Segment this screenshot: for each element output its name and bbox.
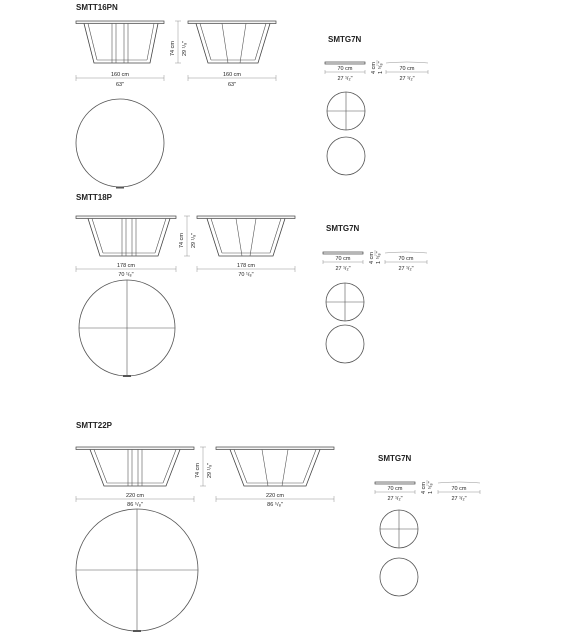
width-in: 86 ⁵/₈" xyxy=(127,502,143,508)
width-in: 63" xyxy=(115,82,125,88)
diameter-in: 27 ¹/₂" xyxy=(337,76,353,82)
height-cm: 74 cm xyxy=(195,463,201,478)
diameter-cm: 70 cm xyxy=(335,256,351,262)
diameter-in: 27 ¹/₂" xyxy=(387,496,403,502)
section-smtt22p xyxy=(76,421,480,632)
width-cm: 220 cm xyxy=(265,493,285,499)
width-dimension-front xyxy=(76,493,194,508)
width-in: 63" xyxy=(227,82,237,88)
height-dimension xyxy=(195,447,213,486)
width-cm: 178 cm xyxy=(116,263,136,269)
height-dimension xyxy=(170,21,188,63)
thickness-cm: 4 cm xyxy=(421,482,427,494)
diameter-cm: 70 cm xyxy=(399,66,415,72)
table-side-elevation xyxy=(188,21,276,63)
height-cm: 74 cm xyxy=(179,233,185,248)
table-front-elevation xyxy=(76,447,194,486)
table-front-elevation xyxy=(76,21,164,63)
diameter-cm: 70 cm xyxy=(387,486,403,492)
width-dimension-front xyxy=(76,263,176,278)
diameter-in: 27 ¹/₂" xyxy=(451,496,467,502)
width-dimension-side xyxy=(197,263,295,278)
table-plan-view xyxy=(79,280,175,377)
diameter-cm: 70 cm xyxy=(337,66,353,72)
width-in: 70 ¹/₈" xyxy=(238,272,254,278)
thickness-in: 1 ⁵/₈" xyxy=(378,61,384,74)
height-in: 29 ¹/₈" xyxy=(191,232,197,248)
table-plan-view xyxy=(76,509,198,632)
section-smtt16pn xyxy=(76,3,428,189)
height-dimension xyxy=(179,216,197,256)
width-dimension-side xyxy=(188,72,276,88)
table-front-elevation xyxy=(76,216,176,256)
accessory-smtg7n xyxy=(375,454,480,596)
width-in: 70 ¹/₈" xyxy=(118,272,134,278)
diameter-in: 27 ¹/₂" xyxy=(399,76,415,82)
table-plan-view xyxy=(76,99,164,189)
model-title: SMTT22P xyxy=(76,421,113,430)
section-smtt18p xyxy=(76,193,427,377)
accessory-model: SMTG7N xyxy=(378,454,412,463)
accessory-model: SMTG7N xyxy=(326,224,360,233)
width-dimension-side xyxy=(216,493,334,508)
width-dimension-front xyxy=(76,72,164,88)
thickness-cm: 4 cm xyxy=(369,252,375,264)
accessory-model: SMTG7N xyxy=(328,35,362,44)
height-in: 29 ¹/₈" xyxy=(182,40,188,56)
accessory-smtg7n xyxy=(323,224,427,363)
diameter-in: 27 ¹/₂" xyxy=(335,266,351,272)
height-cm: 74 cm xyxy=(170,41,176,56)
thickness-cm: 4 cm xyxy=(371,62,377,74)
thickness-in: 1 ⁵/₈" xyxy=(428,481,434,494)
diameter-cm: 70 cm xyxy=(451,486,467,492)
thickness-in: 1 ⁵/₈" xyxy=(376,251,382,264)
table-side-elevation xyxy=(216,447,334,486)
model-title: SMTT16PN xyxy=(76,3,118,12)
diameter-in: 27 ¹/₂" xyxy=(398,266,414,272)
accessory-smtg7n xyxy=(325,35,428,175)
width-in: 86 ⁵/₈" xyxy=(267,502,283,508)
height-in: 29 ¹/₈" xyxy=(207,462,213,478)
table-side-elevation xyxy=(197,216,295,256)
model-title: SMTT18P xyxy=(76,193,113,202)
diameter-cm: 70 cm xyxy=(398,256,414,262)
width-cm: 178 cm xyxy=(236,263,256,269)
width-cm: 160 cm xyxy=(110,72,130,78)
width-cm: 220 cm xyxy=(125,493,145,499)
width-cm: 160 cm xyxy=(222,72,242,78)
